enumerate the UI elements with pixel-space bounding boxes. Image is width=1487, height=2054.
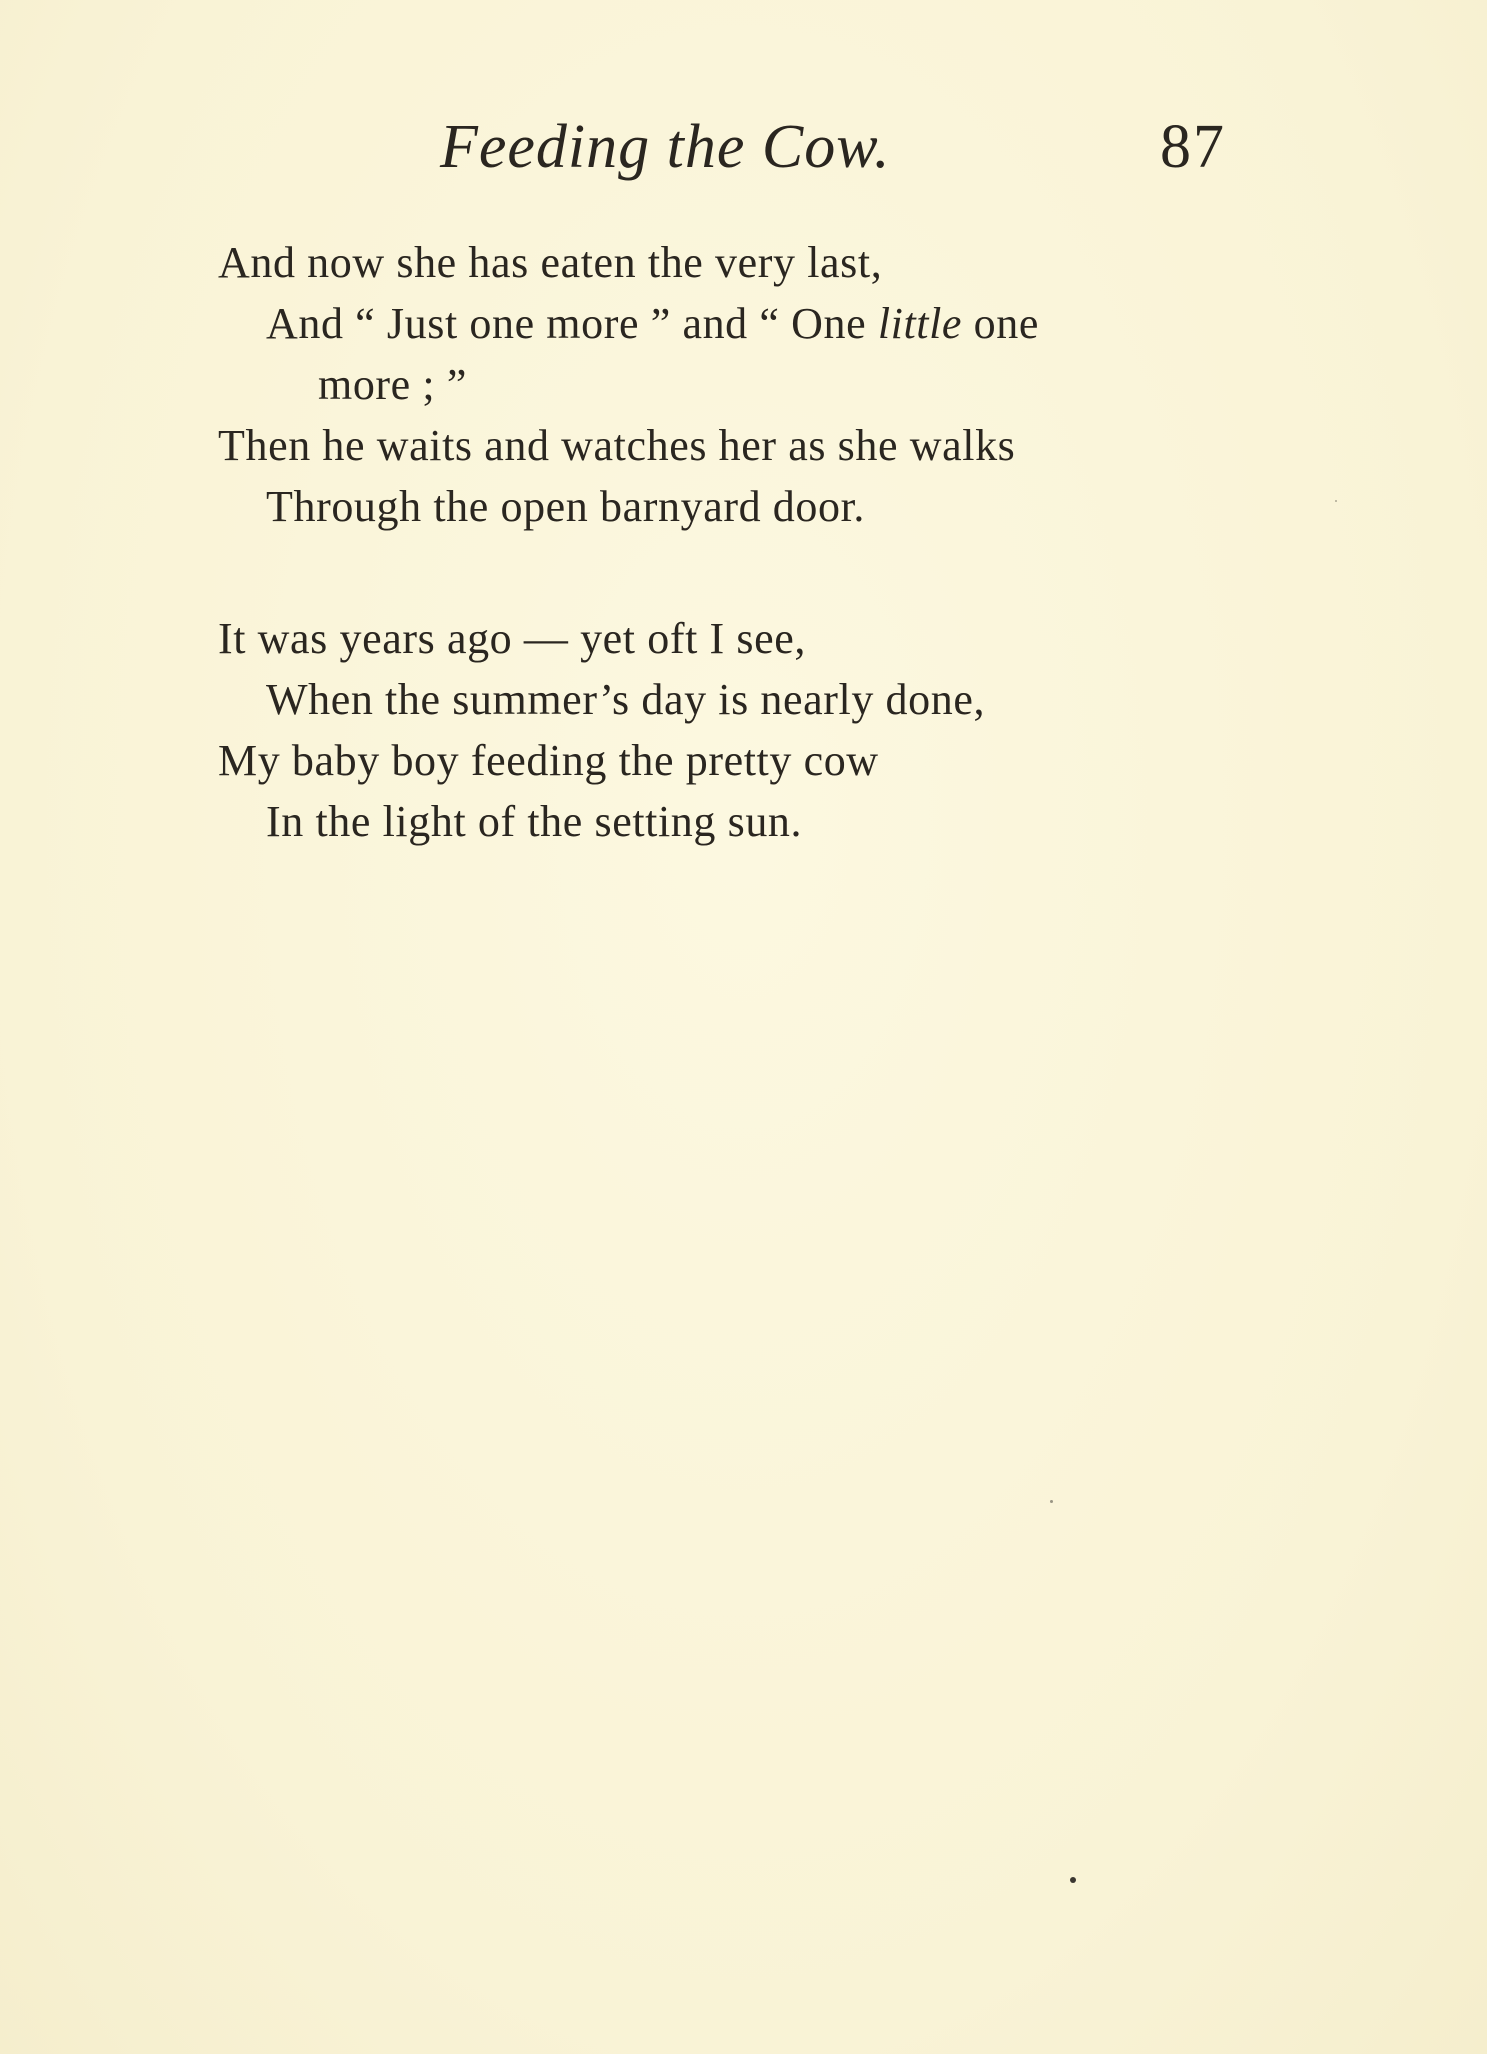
running-head bbox=[440, 112, 1240, 192]
verse-line: In the light of the setting sun. bbox=[266, 797, 803, 846]
verse-line: My baby boy feeding the pretty cow bbox=[218, 736, 879, 785]
paper-speck bbox=[1050, 1500, 1053, 1503]
verse-line bbox=[218, 293, 1039, 354]
page-number: 87 bbox=[1160, 113, 1226, 181]
stanza-1 bbox=[218, 232, 1039, 537]
verse-line: Through the open barnyard door. bbox=[266, 482, 866, 531]
running-title: Feeding the Cow. bbox=[440, 113, 891, 181]
paper-speck bbox=[1335, 500, 1337, 502]
verse-line: Then he waits and watches her as she walks bbox=[218, 421, 1016, 470]
verse-line-segment: And “ Just one more ” and “ One bbox=[266, 299, 878, 348]
verse-line-continuation: more ; ” bbox=[318, 360, 467, 409]
verse-line: It was years ago — yet oft I see, bbox=[218, 614, 806, 663]
stanza-2 bbox=[218, 608, 985, 852]
verse-line-italic-word: little bbox=[877, 299, 963, 348]
verse-line: When the summer’s day is nearly done, bbox=[266, 675, 986, 724]
verse-line: And now she has eaten the very last, bbox=[218, 238, 883, 287]
paper-speck bbox=[1070, 1877, 1076, 1883]
verse-line-segment: one bbox=[962, 299, 1040, 348]
